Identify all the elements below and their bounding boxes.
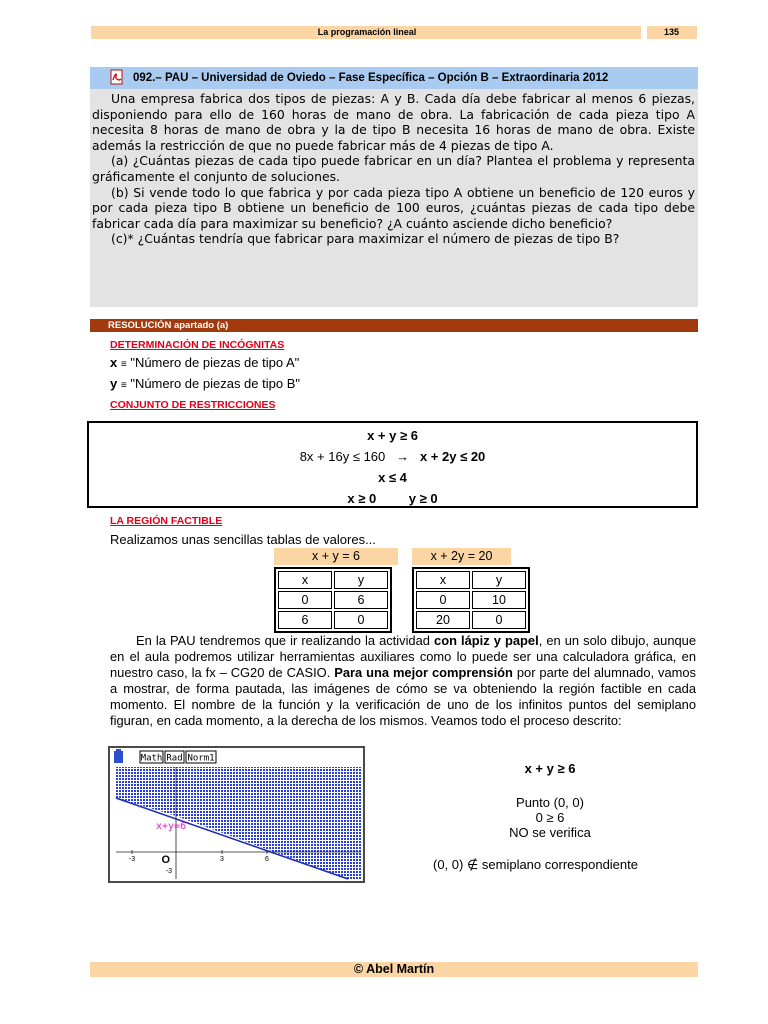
resolution-bar xyxy=(90,319,698,332)
var-x-desc: "Número de piezas de tipo A" xyxy=(130,355,300,370)
problem-header xyxy=(90,67,698,89)
text-run: , en un solo dibujo, aunque en el aula podremos utilizar herramientas auxiliares como lo puede ser una calculadora gráfica, en nuestro caso, la fx – CG20 de CASIO. xyxy=(110,633,696,680)
check-point: Punto (0, 0) xyxy=(516,795,584,810)
var-y-symbol: y xyxy=(110,376,118,391)
pdf-icon xyxy=(109,69,125,86)
region-heading: LA REGIÓN FACTIBLE xyxy=(110,515,223,527)
page-number: 135 xyxy=(663,27,680,37)
x-tick-label: -3 xyxy=(128,856,136,863)
constraint-4 xyxy=(89,491,696,506)
constraints-box xyxy=(87,421,698,508)
table-cell: 10 xyxy=(472,591,526,609)
constraint-4b-text: y ≥ 0 xyxy=(408,491,438,506)
problem-paragraph: (a) ¿Cuántas piezas de cada tipo puede fabricar en un día? Plantea el problema y representa gráficamente el conjunto de soluciones. xyxy=(92,153,695,184)
table-1-caption: x + y = 6 xyxy=(274,548,398,565)
text-run: por parte del alumnado, vamos a mostrar, de forma pautada, las imágenes de cómo se va obteniendo la región factible en cada momento. El nombre de la función y la verificación de uno de los infinitos puntos del semiplano figuran, en cada momento, a la derecha de los mismos. Veamos todo el proceso descrito: xyxy=(110,665,696,728)
explanation-text xyxy=(110,633,696,729)
constraint-2-simplified: x + 2y ≤ 20 xyxy=(419,449,486,464)
table-row xyxy=(278,591,388,609)
graph-function-label: x+y=6 xyxy=(156,821,187,832)
constraint-2-raw: 8x + 16y ≤ 160 xyxy=(299,449,386,464)
constraints-heading: CONJUNTO DE RESTRICCIONES xyxy=(110,399,276,411)
table-cell: 6 xyxy=(334,591,388,609)
explanation-paragraph xyxy=(110,633,696,729)
mode-rad xyxy=(165,751,184,764)
table-row xyxy=(416,611,526,629)
copyright-icon: © xyxy=(353,962,364,976)
page-header xyxy=(91,26,697,39)
check-inequality xyxy=(400,761,700,776)
table-header: x xyxy=(278,571,332,589)
x-tick-label: 3 xyxy=(220,856,224,863)
table-cell: 0 xyxy=(472,611,526,629)
shaded-region xyxy=(116,767,361,879)
constraint-1-text: x + y ≥ 6 xyxy=(367,428,418,443)
table-header: x xyxy=(416,571,470,589)
table-cell: 20 xyxy=(416,611,470,629)
resolution-label: RESOLUCIÓN apartado (a) xyxy=(108,320,229,331)
header-separator xyxy=(641,26,647,39)
check-test: 0 ≥ 6 xyxy=(535,810,565,825)
var-x-equiv: ≡ xyxy=(120,359,127,370)
y-tick-label: -3 xyxy=(165,868,172,875)
tables-intro: Realizamos unas sencillas tablas de valores... xyxy=(110,532,376,547)
bold-run: con lápiz y papel xyxy=(434,633,539,648)
table-header: y xyxy=(472,571,526,589)
mode-label: Norm1 xyxy=(187,753,215,764)
constraint-1 xyxy=(89,428,696,443)
arrow-icon: → xyxy=(396,449,410,464)
table-cell: 6 xyxy=(278,611,332,629)
table-2-grid xyxy=(412,567,530,633)
check-conclusion: (0, 0) ∉ semiplano correspondiente xyxy=(433,857,638,872)
mode-norm xyxy=(186,751,216,764)
variable-x xyxy=(110,355,299,370)
check-inequality-text: x + y ≥ 6 xyxy=(524,761,576,776)
problem-paragraph: (b) Si vende todo lo que fabrica y por cada pieza tipo A obtiene un beneficio de 120 euros y por cada pieza tipo B obtiene un beneficio de 100 euros, ¿cuántas piezas de cada tipo debe fabricar cada día para maximizar su beneficio? ¿A cuánto asciende dicho beneficio? xyxy=(92,184,695,231)
bold-run: Para una mejor comprensión xyxy=(334,665,513,680)
author-name: Abel Martín xyxy=(366,962,435,976)
mode-label: Math xyxy=(140,753,163,764)
table-header: y xyxy=(334,571,388,589)
var-x-symbol: x xyxy=(110,355,118,370)
table-cell: 0 xyxy=(416,591,470,609)
text-run: En la PAU tendremos que ir realizando la actividad xyxy=(136,633,435,648)
mode-math xyxy=(140,751,163,764)
constraint-3 xyxy=(89,470,696,485)
table-cell: 0 xyxy=(278,591,332,609)
footer-author xyxy=(90,962,698,977)
problem-paragraph: (c)* ¿Cuántas tendría que fabricar para maximizar el número de piezas de tipo B? xyxy=(111,231,620,247)
status-bar xyxy=(114,749,216,764)
mode-label: Rad xyxy=(166,753,183,764)
table-row xyxy=(416,591,526,609)
unknowns-heading: DETERMINACIÓN DE INCÓGNITAS xyxy=(110,339,285,351)
values-table-2 xyxy=(412,548,536,633)
origin-label: O xyxy=(161,854,170,866)
check-result: NO se verifica xyxy=(509,825,591,840)
header-title: La programación lineal xyxy=(317,27,417,37)
table-cell: 0 xyxy=(334,611,388,629)
values-table-1 xyxy=(274,548,398,633)
var-y-equiv: ≡ xyxy=(120,380,127,391)
page-footer xyxy=(90,962,698,977)
problem-title: 092.– PAU – Universidad de Oviedo – Fase Específica – Opción B – Extraordinaria 2012 xyxy=(133,72,609,84)
constraint-3-text: x ≤ 4 xyxy=(378,470,407,485)
calculator-screen xyxy=(108,746,365,883)
table-1-grid xyxy=(274,567,392,633)
x-tick-label: 6 xyxy=(265,856,269,863)
battery-icon xyxy=(114,751,123,763)
constraint-4a-text: x ≥ 0 xyxy=(347,491,377,506)
table-row xyxy=(278,611,388,629)
table-2-caption: x + 2y = 20 xyxy=(412,548,511,565)
problem-statement xyxy=(92,91,695,247)
problem-paragraph: Una empresa fabrica dos tipos de piezas: A y B. Cada día debe fabricar al menos 6 piezas, disponiendo para ello de 160 horas de mano de obra. La fabricación de cada pieza tipo A necesita 8 horas de mano de obra y la de tipo B necesita 16 horas de mano de obra. Existe además la restricción de que no puede fabricar más de 4 piezas de tipo A. xyxy=(92,91,695,153)
variable-y xyxy=(110,376,300,391)
constraint-2 xyxy=(89,449,696,464)
calculator-graph xyxy=(110,748,363,881)
var-y-desc: "Número de piezas de tipo B" xyxy=(130,376,300,391)
problem-box xyxy=(90,67,698,307)
